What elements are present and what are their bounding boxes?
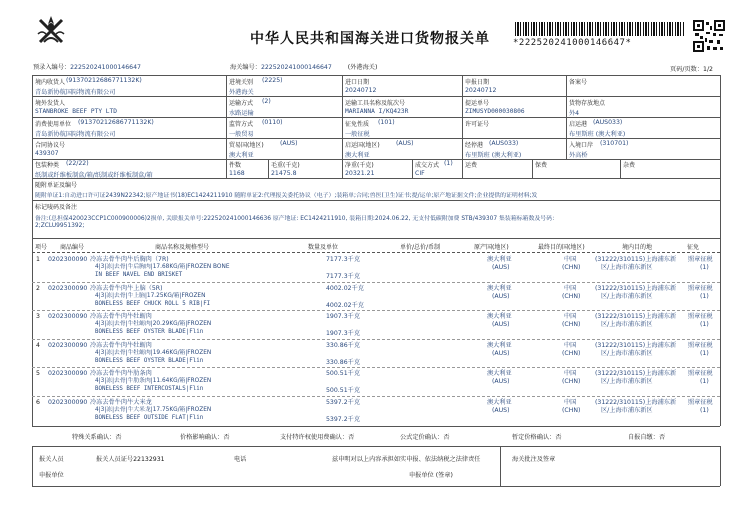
row-divider — [32, 310, 720, 311]
transport-mode-name: 水路运输 — [229, 110, 254, 117]
row-exempt: 照章征税 — [688, 341, 713, 349]
row-dest: 中国 — [564, 313, 577, 320]
declaring-unit-seal-label: 申报单位 (签章) — [409, 472, 453, 479]
row-exempt-code: (1) — [700, 292, 709, 300]
declaring-unit-label: 申报单位 — [39, 472, 64, 479]
row-district: (31222/310115)上海浦东新 — [595, 313, 677, 320]
row-no: 4 — [36, 341, 40, 349]
row-code: 0202300090 — [48, 370, 88, 377]
row-exempt: 照章征税 — [688, 313, 713, 320]
self-pay-label: 自报自缴： — [628, 434, 659, 441]
package-name: 纸制或纤维板制盒/箱/纸制或纤维板制盒/箱 — [35, 172, 153, 179]
special-relation-value: 否 — [115, 434, 122, 441]
net-weight: 20321.21 — [345, 170, 375, 177]
row-name: 冷冻去骨牛肉牛大米龙 — [90, 398, 152, 406]
customs-no-label: 海关编号： — [230, 64, 261, 71]
row-spec: 4|3|冻|去骨|牛大米龙|17.75KG/箱|FROZEN — [95, 406, 212, 413]
row-origin-code: (AUS) — [492, 321, 510, 328]
row-spec: 4|3|冻|去骨|牛牡蛎肉|20.29KG/箱|FROZEN — [95, 321, 212, 327]
row-exempt: 照章征税 — [688, 256, 713, 263]
th-dest: 最终目的国(地区) — [538, 244, 585, 251]
row-qty-2: 500.51千克 — [326, 387, 361, 394]
via-port-name: 布里斯班 (澳大利亚) — [465, 152, 522, 159]
row-divider — [32, 282, 720, 283]
row-exempt-code: (1) — [700, 378, 709, 385]
bl-number: ZIMUSYD000030806 — [465, 108, 525, 115]
row-spec: 4|3|冻|去骨|牛牡蛎肉|19.46KG/箱|FROZEN — [95, 349, 212, 356]
record-label: 备案号 — [569, 79, 588, 86]
row-exempt: 照章征税 — [688, 398, 713, 406]
row-code: 0202300090 — [48, 341, 88, 349]
row-dest: 中国 — [564, 370, 577, 377]
row-code: 0202300090 — [48, 313, 88, 320]
marks-text: 备注:(总担保420023CCP1C000900006)2损单, 关联报关单号:222520241000146636 原产地证: EC1424211910, 装箱日期:2024.06.22, 无支付低碳附加费 STB/439307 集装箱标箱数及号码： — [35, 216, 558, 222]
via-port-code: (AUS033) — [489, 140, 519, 147]
row-origin-code: (AUS) — [492, 406, 510, 414]
terms-code: (1) — [444, 160, 453, 167]
row-name: 冷冻去骨牛肉牛牡蛎肉 — [90, 313, 152, 320]
trade-country-code: (AUS) — [280, 140, 298, 147]
provisional-price-label: 暂定价格确认： — [512, 434, 556, 441]
row-district: (31222/310115)上海浦东新 — [595, 256, 677, 263]
row-spec: 4|3|冻|去骨|牛上脑|17.25KG/箱|FROZEN — [95, 292, 206, 299]
row-origin-code: (AUS) — [492, 292, 510, 300]
departure-port-code: (AUS033) — [593, 119, 623, 126]
row-district-2: 区/上海市浦东新区 — [601, 349, 653, 357]
contract-label: 合同协议号 — [35, 142, 66, 149]
row-qty-1: 7177.3千克 — [326, 256, 361, 263]
customs-remark-label: 海关批注及签章 — [512, 456, 556, 463]
row-origin: 澳大利亚 — [487, 313, 512, 320]
self-pay-value: 否 — [658, 434, 666, 441]
supervision-label: 监管方式 — [229, 121, 254, 128]
row-origin-code: (AUS) — [492, 349, 510, 357]
insurance-label: 保费 — [535, 162, 548, 169]
row-spec-2: BONELESS BEEF OUTSIDE FLAT|Flin — [95, 414, 204, 421]
net-weight-label: 净重(千克) — [345, 162, 374, 169]
user-code: (91370212686771132K) — [78, 119, 154, 126]
barcode-text: *222520241000146647* — [513, 38, 632, 48]
row-name: 冷冻去骨牛肉牛后胸肉（7R) — [90, 256, 169, 263]
gross-weight: 21475.8 — [271, 170, 297, 177]
via-port-label: 经停港 — [465, 142, 484, 149]
terms-name: CIF — [415, 170, 425, 177]
th-name: 商品名称及规格型号 — [155, 244, 210, 251]
supervision-name: 一般贸易 — [229, 131, 254, 138]
pre-entry-label: 预录入编号： — [33, 64, 71, 71]
row-district: (31222/310115)上海浦东新 — [595, 341, 677, 349]
provisional-price-value: 否 — [555, 434, 562, 441]
row-qty-2: 1907.3千克 — [326, 330, 361, 337]
row-dest-code: (CHN) — [562, 378, 581, 385]
row-origin: 澳大利亚 — [487, 284, 512, 292]
th-no: 项号 — [35, 244, 48, 251]
formula-price-value: 否 — [443, 434, 450, 441]
declare-date-label: 申报日期 — [465, 79, 490, 86]
row-exempt-code: (1) — [700, 406, 709, 414]
storage-label: 货物存放地点 — [569, 100, 606, 107]
package-code: (22/22) — [66, 160, 89, 167]
shipper-label: 境外发货人 — [35, 100, 66, 107]
user-label: 消费使用单位 — [35, 121, 72, 128]
transport-mode-label: 运输方式 — [229, 100, 254, 107]
row-qty-2: 330.86千克 — [326, 358, 361, 366]
docs-text: 随附单证1:自动进口许可证2439N22342;原产地证书(18)EC1424211910 随附单证2:代理报关委托协议（电子）;装箱单;合同;兽医(卫生)证书;提/运单;原产地证据文件;企业提供的证明材料;发 — [35, 193, 538, 199]
row-code: 0202300090 — [48, 256, 88, 263]
terms-label: 成交方式 — [415, 162, 440, 169]
row-qty-1: 1907.3千克 — [326, 313, 361, 320]
consignee-name: 青岛新协航国际物流有限公司 — [35, 89, 116, 96]
row-dest: 中国 — [564, 341, 577, 349]
row-qty-1: 330.86千克 — [326, 341, 361, 349]
royalty-value: 否 — [348, 434, 355, 441]
row-no: 5 — [36, 370, 40, 377]
row-spec-2: BONELESS BEEF OYSTER BLADE|Flin — [95, 357, 204, 364]
row-district: (31222/310115)上海浦东新 — [595, 370, 677, 377]
row-origin: 澳大利亚 — [487, 256, 512, 263]
row-dest-code: (CHN) — [562, 264, 581, 271]
bl-label: 提运单号 — [465, 100, 490, 107]
pre-entry-number: 222520241000146647 — [70, 64, 141, 71]
shipper-name: STANBROKE BEEF PTY LTD — [35, 108, 117, 115]
phone-label: 电话 — [234, 456, 247, 463]
page-label: 页码/页数： — [670, 66, 704, 73]
entry-port-code: (310701) — [600, 140, 629, 147]
row-qty-2: 5397.2千克 — [326, 415, 361, 423]
declarant-label: 报关人员 — [39, 456, 64, 463]
vessel: MARIANNA I/KQ423R — [345, 108, 409, 115]
tax-code: (101) — [378, 119, 395, 126]
consignee-code: (91370212686771132K) — [66, 77, 142, 84]
row-name: 冷冻去骨牛肉牛上脑（5R) — [90, 284, 163, 292]
row-name: 冷冻去骨牛肉牛牡蛎肉 — [90, 341, 152, 349]
freight-label: 运费 — [465, 162, 478, 169]
row-spec: 4|3|冻|去骨|牛肋条肉|11.64KG/箱|FROZEN — [95, 378, 212, 384]
marks-text-2: 2;ZCLU9951392; — [35, 223, 85, 229]
th-code: 商品编号 — [60, 244, 85, 251]
page-number: 1/2 — [703, 66, 713, 73]
row-origin-code: (AUS) — [492, 378, 510, 385]
row-dest: 中国 — [564, 284, 577, 292]
row-spec-2: BONELESS BEEF CHUCK ROLL 5 RIB|FI — [95, 300, 211, 307]
row-qty-2: 7177.3千克 — [326, 273, 361, 280]
th-district: 境内目的地 — [622, 244, 653, 251]
row-district: (31222/310115)上海浦东新 — [595, 398, 677, 406]
entry-customs-label: 进境关别 — [229, 79, 254, 86]
row-exempt: 照章征税 — [688, 370, 713, 377]
statement: 兹申明对以上内容承担如实申报、依法纳税之法律责任 — [332, 456, 481, 463]
row-spec-2: BONELESS BEEF OYSTER BLADE|Flin — [95, 329, 204, 335]
page-title: 中华人民共和国海关进口货物报关单 — [250, 31, 490, 47]
import-date: 20240712 — [345, 87, 377, 94]
qr-code-icon — [693, 20, 725, 52]
row-spec-2: IN BEEF NAVEL END BRISKET — [95, 272, 183, 278]
row-dest: 中国 — [564, 256, 577, 263]
row-code: 0202300090 — [48, 284, 88, 292]
price-impact-value: 否 — [223, 434, 230, 441]
row-dest-code: (CHN) — [562, 292, 581, 300]
row-exempt-code: (1) — [700, 349, 709, 357]
contract-number: 439307 — [35, 150, 59, 157]
origin-country-name: 澳大利亚 — [345, 152, 370, 159]
row-exempt-code: (1) — [700, 264, 709, 271]
th-exempt: 征免 — [687, 244, 700, 251]
entry-port-name: 外高桥 — [569, 152, 588, 159]
row-no: 3 — [36, 313, 40, 320]
row-qty-2: 4002.02千克 — [326, 301, 364, 309]
declarant-cert: 22132931 — [133, 456, 165, 463]
customs-number: 222520241000146647 — [260, 64, 332, 71]
row-qty-1: 4002.02千克 — [326, 284, 364, 292]
import-date-label: 进口日期 — [345, 79, 370, 86]
origin-country-label: 启运国(地区) — [345, 142, 380, 149]
row-district: (31222/310115)上海浦东新 — [595, 284, 677, 292]
package-label: 包装种类 — [35, 162, 60, 169]
row-dest-code: (CHN) — [562, 321, 581, 328]
docs-label: 随附单证及编号 — [35, 182, 78, 189]
th-price: 单价/总价/币制 — [400, 244, 441, 251]
row-dest-code: (CHN) — [562, 349, 581, 357]
row-name: 冷冻去骨牛肉牛肋条肉 — [90, 370, 152, 377]
origin-country-code: (AUS) — [396, 140, 414, 147]
row-no: 6 — [36, 398, 40, 406]
row-origin: 澳大利亚 — [487, 341, 512, 349]
row-exempt-code: (1) — [700, 321, 709, 328]
row-origin: 澳大利亚 — [487, 398, 512, 406]
row-divider — [32, 367, 720, 368]
row-district-2: 区/上海市浦东新区 — [601, 292, 653, 300]
row-exempt: 照章征税 — [688, 284, 713, 292]
gross-weight-label: 毛重(千克) — [271, 162, 300, 169]
row-dest-code: (CHN) — [562, 406, 581, 414]
row-district-2: 区/上海市浦东新区 — [601, 264, 653, 271]
row-origin-code: (AUS) — [492, 264, 510, 271]
row-spec-2: BONELESS BEEF INTERCOSTALS|Flin — [95, 386, 204, 392]
user-name: 青岛新协航国际物流有限公司 — [35, 131, 116, 138]
declare-date: 20240712 — [465, 87, 497, 94]
departure-port-label: 启运港 — [569, 121, 588, 128]
row-qty-1: 5397.2千克 — [326, 398, 361, 406]
row-spec: 4|3|冻|去骨|牛后胸肉|17.68KG/箱|FROZEN BONE — [95, 264, 230, 270]
formula-price-label: 公式定价确认： — [400, 434, 444, 441]
special-relation-label: 特殊关系确认： — [72, 434, 116, 441]
row-district-2: 区/上海市浦东新区 — [601, 321, 653, 328]
royalty-label: 支付特许权使用费确认： — [280, 434, 349, 441]
storage: 外4 — [569, 110, 580, 117]
entry-port-label: 入境口岸 — [569, 142, 594, 149]
row-dest: 中国 — [564, 398, 577, 406]
row-qty-1: 500.51千克 — [326, 370, 361, 377]
supervision-code: (0110) — [262, 119, 283, 126]
row-code: 0202300090 — [48, 398, 88, 406]
pieces: 1168 — [229, 170, 245, 177]
customs-emblem-icon — [34, 14, 68, 48]
tax-name: 一般征税 — [345, 131, 370, 138]
trade-country-name: 澳大利亚 — [229, 152, 254, 159]
row-district-2: 区/上海市浦东新区 — [601, 378, 653, 385]
departure-port-name: 布里斯班 (澳大利亚) — [569, 131, 626, 138]
row-divider — [32, 396, 720, 397]
th-origin: 原产国(地区) — [474, 244, 509, 251]
entry-customs-code: (2225) — [262, 77, 283, 84]
th-qty: 数量及单位 — [308, 244, 339, 251]
license-label: 许可证号 — [465, 121, 490, 128]
barcode — [515, 22, 685, 36]
port-note: (外港海关) — [347, 64, 378, 71]
trade-country-label: 贸易国(地区) — [229, 142, 264, 149]
marks-label: 标记唛码及备注 — [35, 204, 78, 211]
tax-label: 征免性质 — [345, 121, 370, 128]
row-origin: 澳大利亚 — [487, 370, 512, 377]
transport-mode-code: (2) — [262, 98, 271, 105]
vessel-label: 运输工具名称及航次号 — [345, 100, 406, 107]
declarant-cert-label: 报关人员证号 — [96, 456, 134, 463]
entry-customs-name: 外港海关 — [229, 89, 254, 96]
row-district-2: 区/上海市浦东新区 — [601, 406, 653, 414]
pieces-label: 件数 — [229, 162, 242, 169]
row-no: 2 — [36, 284, 40, 292]
price-impact-label: 价格影响确认： — [180, 434, 224, 441]
consignee-label: 境内收货人 — [35, 79, 66, 86]
row-divider — [32, 339, 720, 340]
row-no: 1 — [36, 256, 40, 263]
misc-label: 杂费 — [623, 162, 636, 169]
